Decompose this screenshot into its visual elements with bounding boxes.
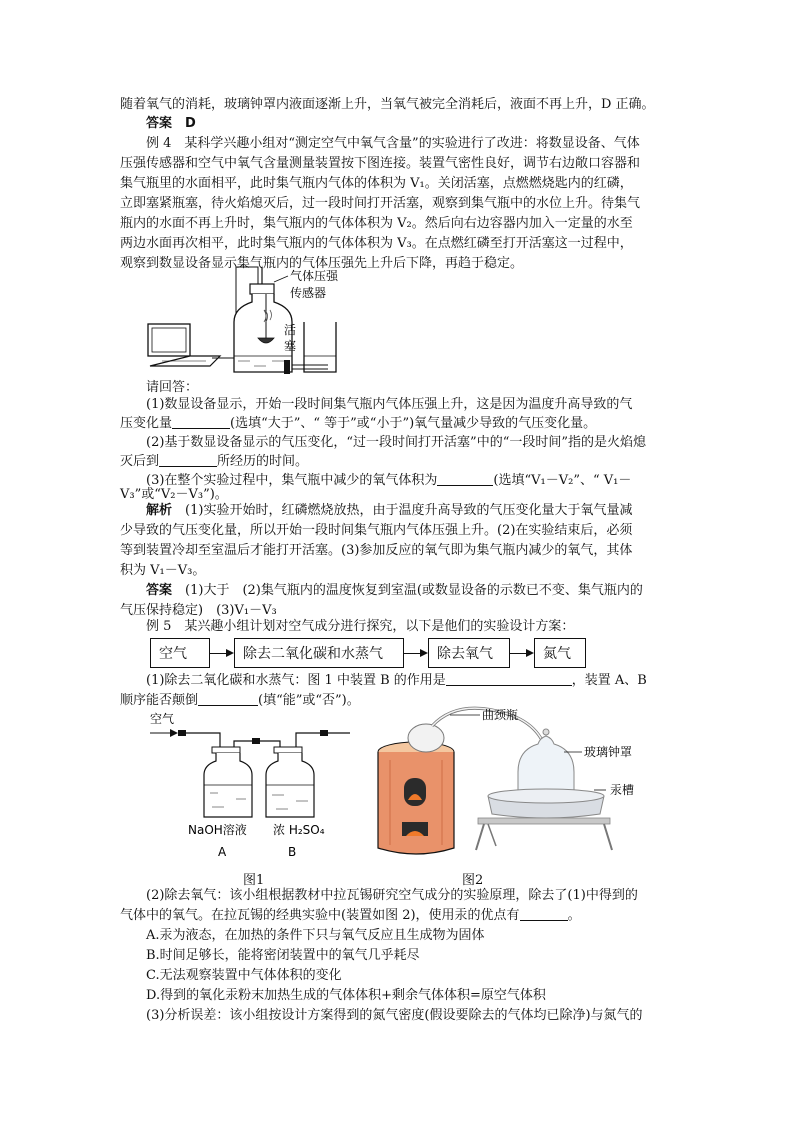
answer-blank[interactable]: [446, 671, 572, 686]
question-text: (1)除去二氧化碳和水蒸气：图 1 中装置 B 的作用是: [146, 673, 446, 688]
furnace-window: [404, 778, 426, 806]
bell-jar-label: 玻璃钟罩: [584, 745, 633, 759]
question-text: ，装置 A、B: [571, 673, 647, 688]
analysis-text: (1)实验开始时，红磷燃烧放热，由于温度升高导致的气压变化量大于氧气量减: [185, 503, 633, 518]
h2so4-label: 浓 H₂SO₄: [273, 823, 325, 837]
air-label: 空气: [150, 712, 175, 726]
answer-blank[interactable]: [520, 906, 568, 921]
text-line: 随着氧气的消耗，玻璃钟罩内液面逐渐上升，当氧气被完全消耗后，液面不再上升，D 正确。: [120, 97, 655, 112]
flow-box-air: 空气: [150, 638, 210, 668]
question-5-3: (3)分析误差：该小组按设计方案得到的氮气密度(假设要除去的气体均已除净)与氮气的: [146, 1008, 643, 1023]
flow-arrow: [210, 653, 232, 654]
option-a: A.汞为液态，在加热的条件下只与氧气反应且生成物为固体: [146, 928, 485, 943]
trough-label: 汞槽: [610, 783, 635, 797]
analysis-label: 解析: [146, 503, 173, 518]
analysis-line-4: 积为 V₁－V₃。: [120, 563, 206, 578]
label-a: A: [218, 845, 227, 859]
example-5-title: 例 5 某兴趣小组计划对空气成分进行探究，以下是他们的实验设计方案：: [146, 619, 575, 634]
text-line: 两边水面再次相平，此时集气瓶内的气体体积为 V₃。在点燃红磷至打开活塞这一过程中，: [120, 236, 633, 251]
text-line: 观察到数显设备显示集气瓶内的气体压强先上升后下降，再趋于稳定。: [120, 256, 524, 271]
question-intro: 请回答：: [146, 380, 199, 395]
flow-arrow: [404, 653, 426, 654]
retort: [408, 724, 444, 752]
label-b: B: [288, 845, 297, 859]
analysis-line-2: 少导致的气压变化量，所以开始一段时间集气瓶内气体压强上升。(2)在实验结束后，必须: [120, 523, 633, 538]
answer-label: 答案: [146, 583, 173, 598]
washing-bottles-figure: [140, 705, 370, 865]
answer-blank[interactable]: [198, 691, 258, 706]
text-line: 集气瓶里的水面相平，此时集气瓶内气体的体积为 V₁。关闭活塞，点燃燃烧匙内的红磷，: [120, 176, 633, 191]
flow-box-nitrogen: 氮气: [534, 638, 586, 668]
text-line: 瓶内的水面不再上升时，集气瓶内的气体体积为 V₂。然后向右边容器内加入一定量的水至: [120, 216, 633, 231]
question-text: (选填“大于”、“ 等于”或“小于”)氧气量减少导致的气压变化量。: [230, 416, 597, 431]
text-line: 立即塞紧瓶塞，待火焰熄灭后，过一段时间打开活塞，观察到集气瓶中的水位上升。待集气: [120, 196, 641, 211]
flow-box-remove-co2-h2o: 除去二氧化碳和水蒸气: [234, 638, 404, 668]
question-1-line-1: (1)数显设备显示，开始一段时间集气瓶内气体压强上升，这是因为温度升高导致的气: [146, 397, 633, 412]
valve-label-1: 活: [284, 323, 297, 337]
question-text: (填“能”或“否”)。: [258, 693, 360, 708]
figure-2-caption: 图2: [462, 873, 484, 888]
naoh-label: NaOH溶液: [188, 823, 247, 837]
option-c: C.无法观察装置中气体体积的变化: [146, 968, 342, 983]
text-line: 压强传感器和空气中氧气含量测量装置按下图连接。装置气密性良好，调节右边敞口容器和: [120, 156, 641, 171]
sensor-label-2: 传感器: [290, 286, 327, 300]
flow-box-remove-o2: 除去氧气: [428, 638, 510, 668]
lavoisier-apparatus-figure: [368, 700, 638, 865]
question-5-2-line-2: [120, 905, 680, 927]
sensor-label-1: 气体压强: [290, 269, 339, 283]
retort-label: 曲颈瓶: [482, 708, 519, 722]
question-text: (3)在整个实验过程中，集气瓶中减少的氧气体积为: [146, 473, 438, 488]
question-text: 压变化量: [120, 416, 173, 431]
answer-text: (1)大于 (2)集气瓶内的温度恢复到室温(或数显设备的示数已不变、集气瓶内的: [185, 583, 643, 598]
valve-label-2: 塞: [284, 339, 297, 353]
question-text: 。: [567, 908, 581, 923]
question-text: 所经历的时间。: [217, 454, 309, 469]
analysis-line-3: 等到装置冷却至室温后才能打开活塞。(3)参加反应的氧气即为集气瓶内减少的氧气，其体: [120, 543, 633, 558]
question-5-2-line-1: (2)除去氧气：该小组根据教材中拉瓦锡研究空气成分的实验原理，除去了(1)中得到的: [146, 888, 638, 903]
option-b: B.时间足够长，能将密闭装置中的氧气几乎耗尽: [146, 948, 420, 963]
flow-arrow: [510, 653, 532, 654]
answer-text: 答案 D: [146, 116, 196, 131]
stand: [478, 818, 610, 824]
question-2-line-1: (2)基于数显设备显示的气压变化，“过一段时间打开活塞”中的“一段时间”指的是火焰熄: [146, 435, 646, 450]
example-4-text: 例 4 某科学兴趣小组对“测定空气中氧气含量”的实验进行了改进：将数显设备、气体: [146, 136, 640, 151]
figure-1-caption: 图1: [243, 873, 265, 888]
question-text: 顺序能否颠倒: [120, 693, 199, 708]
question-text: (选填“V₁－V₂”、“ V₁－: [493, 473, 632, 488]
question-5-1-line-1: [120, 670, 706, 692]
question-text: 灭后到: [120, 454, 160, 469]
option-d: D.得到的氧化汞粉末加热生成的气体体积+剩余气体体积=原空气体积: [146, 988, 546, 1003]
question-text: 气体中的氧气。在拉瓦锡的经典实验中(装置如图 2)，使用汞的优点有: [120, 908, 520, 923]
question-3-line-2: V₃”或“V₂－V₃”)。: [120, 487, 228, 502]
answer-4-line-2: 气压保持稳定) (3)V₁－V₃: [120, 603, 277, 618]
